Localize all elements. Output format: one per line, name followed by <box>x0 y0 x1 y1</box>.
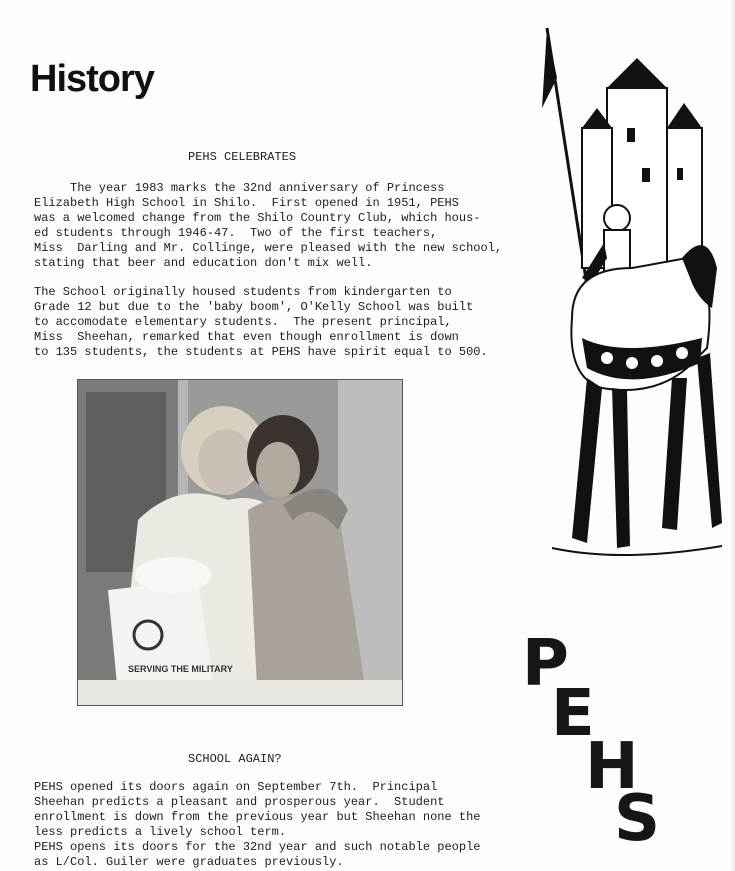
section-title-celebrates: PEHS CELEBRATES <box>188 150 297 164</box>
page-edge-shadow <box>729 0 735 871</box>
knight-drawing <box>512 18 722 578</box>
paragraph-school-again: PEHS opened its doors again on September 7th. Principal Sheehan predicts a pleasant and prosperous year. Student enrollment is down from the previous year but Sheehan none the less predicts a lively school term. PEHS opens its doors for the 32nd year and such notable people as L/Col. Guiler were graduates previously. <box>34 780 481 869</box>
section-title-school-again: SCHOOL AGAIN? <box>188 752 282 766</box>
pehs-letter-p: P <box>522 627 569 701</box>
bag-print-text: SERVING THE MILITARY <box>128 664 233 674</box>
photo-drawing <box>78 380 403 706</box>
knight-castle-illustration <box>512 18 722 578</box>
paragraph-anniversary: The year 1983 marks the 32nd anniversary of Princess Elizabeth High School in Shilo. First opened in 1951, PEHS was a welcomed change from the Shilo Country Club, which hous- ed students through 1946-47. Two of the first teachers, Miss Darling and Mr. Collinge, were pleased with the new school, stating that beer and education don't mix well. <box>34 181 503 270</box>
pehs-letter-s: S <box>614 782 661 856</box>
photo-two-women <box>77 379 403 706</box>
pehs-letter-h: H <box>585 730 639 804</box>
page-heading: History <box>30 58 154 100</box>
pehs-letter-e: E <box>551 677 595 751</box>
paragraph-history: The School originally housed students from kindergarten to Grade 12 but due to the 'baby boom', O'Kelly School was built to accomodate elementary students. The present principal, Miss Sheehan, remarked that even though enrollment is down to 135 students, the students at PEHS have spirit equal to 500. <box>34 285 488 359</box>
